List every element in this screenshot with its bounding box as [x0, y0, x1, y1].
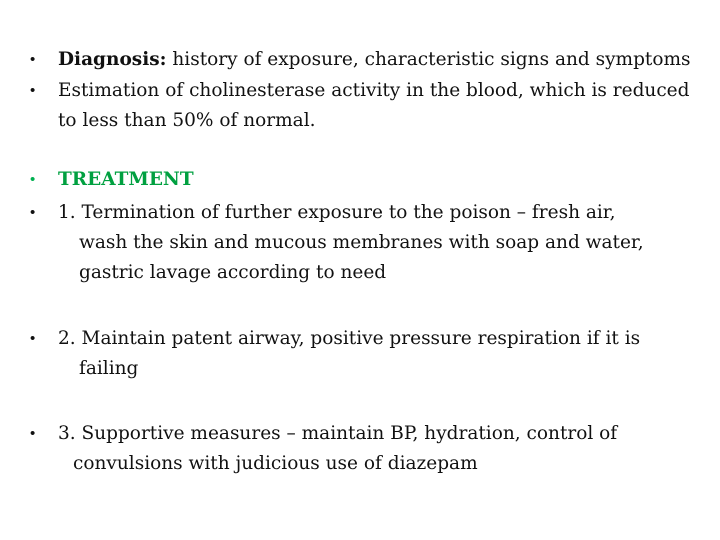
supportive-line-2: convulsions with judicious use of diazepam: [73, 453, 478, 474]
bullet-icon: •: [30, 51, 36, 68]
termination-line-1: 1. Termination of further exposure to the poison – fresh air,: [58, 202, 616, 223]
bullet-item-estimation: [30, 76, 700, 136]
termination-line-3: gastric lavage according to need: [79, 262, 387, 283]
bullet-item-termination: [30, 198, 700, 288]
bullet-item-treatment: [30, 165, 700, 195]
bullet-icon: •: [30, 330, 36, 347]
bullet-item-supportive: [30, 419, 700, 479]
supportive-line-1: 3. Supportive measures – maintain BP, hydration, control of: [58, 423, 618, 444]
green-bullet-icon: •: [30, 171, 36, 188]
treatment-heading: TREATMENT: [58, 169, 194, 190]
bullet-item-airway: [30, 324, 700, 384]
airway-line-2: failing: [79, 358, 139, 379]
estimation-line-2: to less than 50% of normal.: [58, 110, 316, 131]
bullet-item-diagnosis: [30, 45, 700, 75]
bullet-icon: •: [30, 204, 36, 221]
airway-line-1: 2. Maintain patent airway, positive pressure respiration if it is: [58, 328, 641, 349]
diagnosis-label: Diagnosis:: [58, 49, 167, 70]
bullet-icon: •: [30, 425, 36, 442]
estimation-line-1: Estimation of cholinesterase activity in the blood, which is reduced: [58, 80, 690, 101]
bullet-icon: •: [30, 82, 36, 99]
diagnosis-text: history of exposure, characteristic signs and symptoms: [166, 49, 691, 70]
termination-line-2: wash the skin and mucous membranes with soap and water,: [79, 232, 644, 253]
